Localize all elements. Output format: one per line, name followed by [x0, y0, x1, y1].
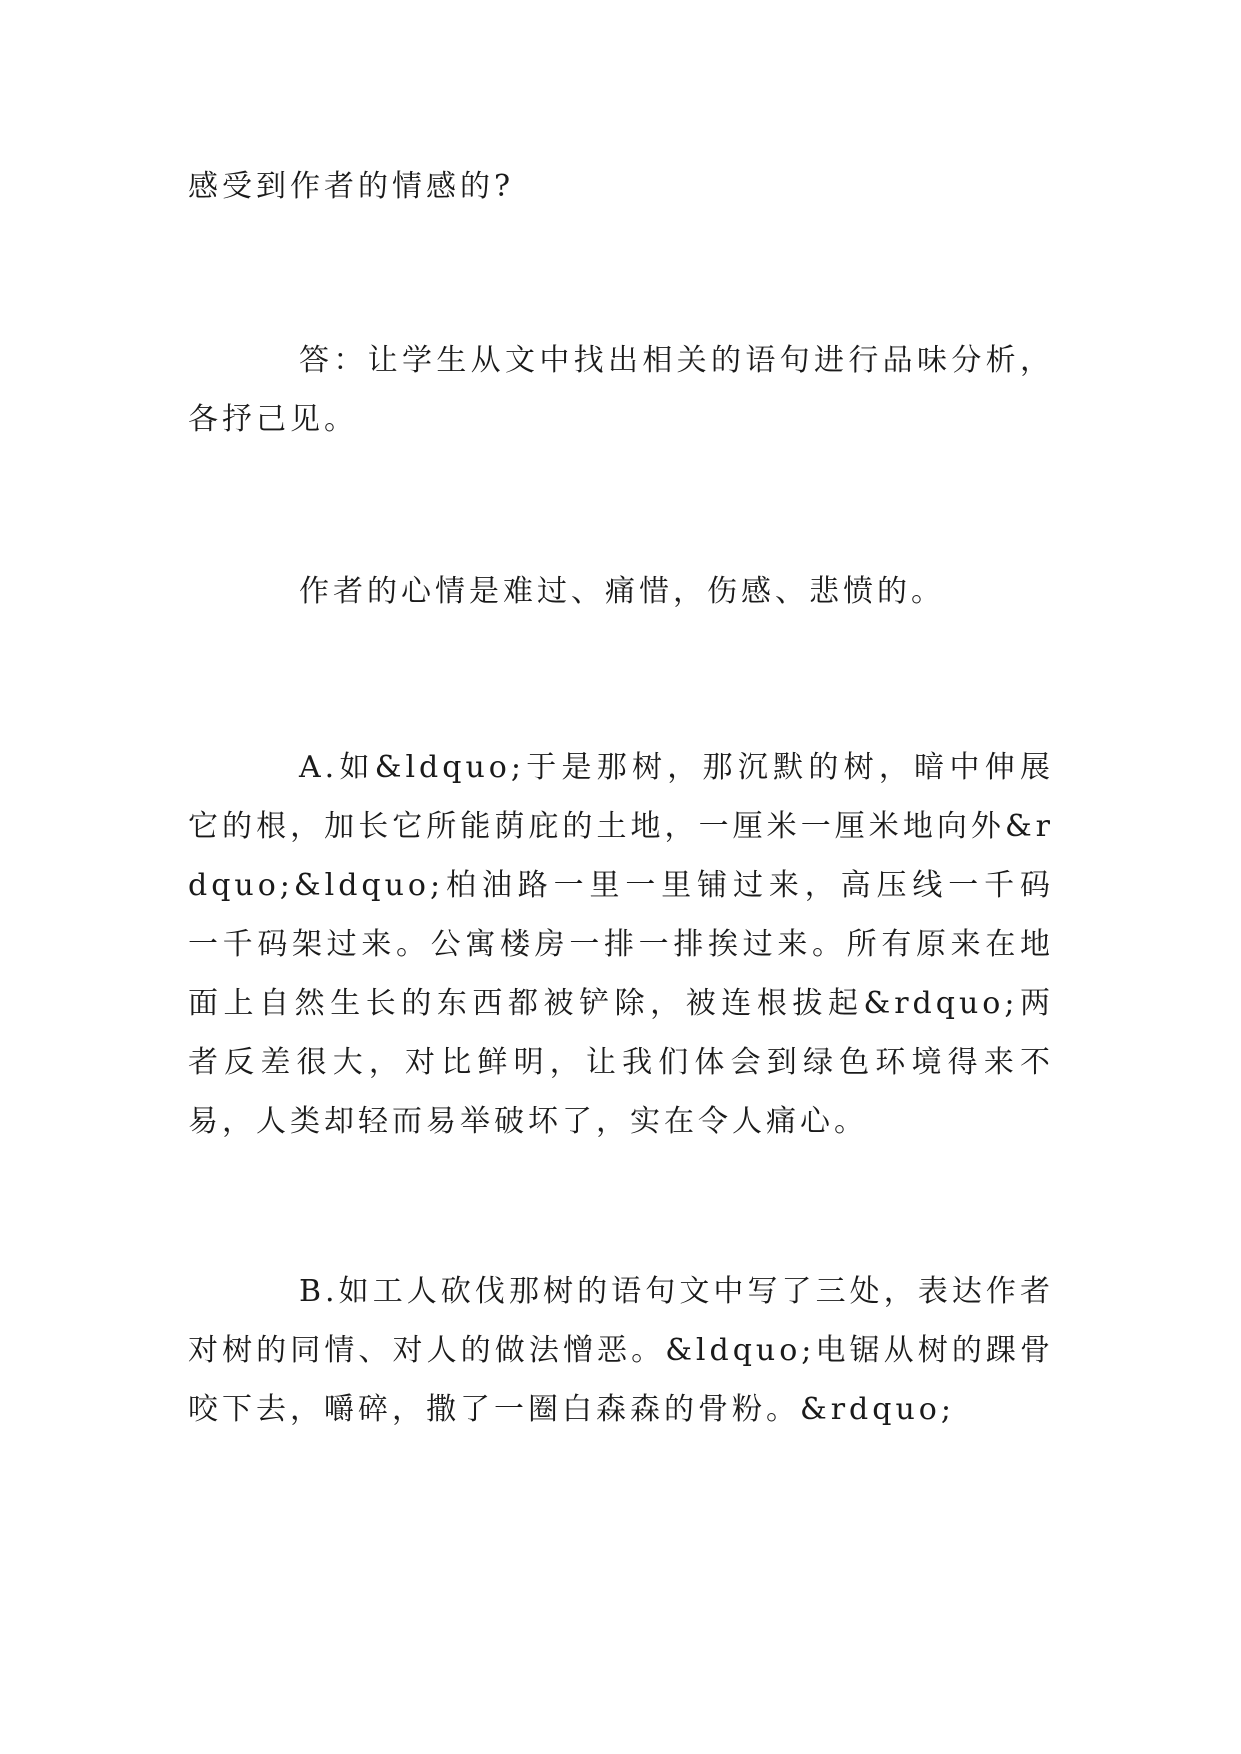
paragraph-author-mood: 作者的心情是难过、痛惜，伤感、悲愤的。: [299, 574, 945, 609]
paragraph-question-end: 感受到作者的情感的?: [188, 169, 515, 204]
paragraph-answer: 答：让学生从文中找出相关的语句进行品味分析，各抒己见。: [188, 343, 1054, 437]
paragraph-point-b: B.如工人砍伐那树的语句文中写了三处，表达作者对树的同情、对人的做法憎恶。&ldquo;电锯从树的踝骨咬下去，嚼碎，撒了一圈白森森的骨粉。&rdquo;: [188, 1274, 1054, 1427]
paragraph-point-a: A.如&ldquo;于是那树，那沉默的树，暗中伸展它的根，加长它所能荫庇的土地，一厘米一厘米地向外&rdquo;&ldquo;柏油路一里一里铺过来，高压线一千码一千码架过来。公寓楼房一排一排挨过来。所有原来在地面上自然生长的东西都被铲除，被连根拔起&rdquo;两者反差很大，对比鲜明，让我们体会到绿色环境得来不易，人类却轻而易举破坏了，实在令人痛心。: [188, 750, 1054, 1139]
